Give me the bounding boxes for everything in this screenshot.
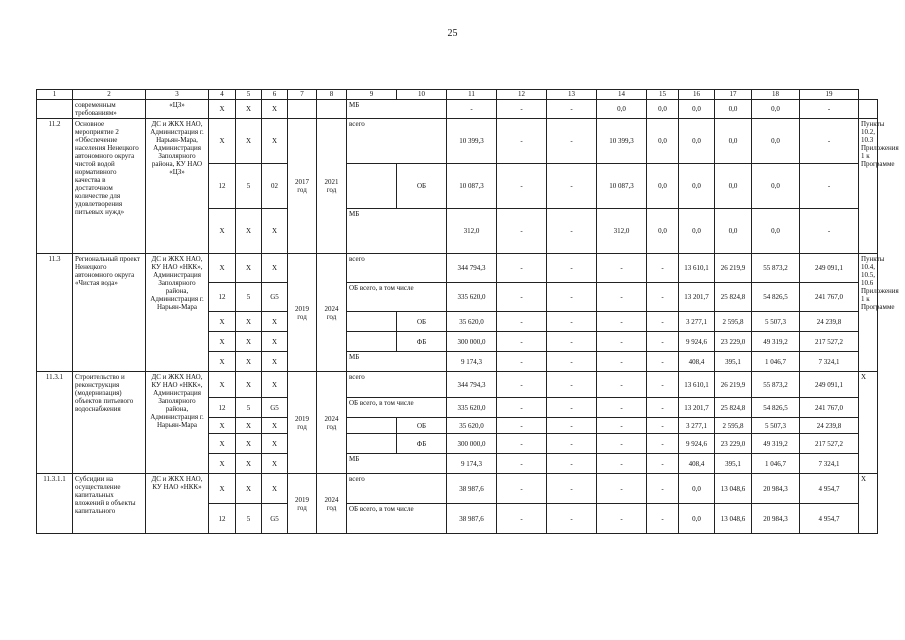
- amount-cell: 249 091,1: [800, 372, 859, 398]
- page-number: 25: [447, 28, 458, 39]
- funding-source: МБ: [347, 454, 447, 474]
- amount-cell: -: [547, 283, 597, 312]
- end-year: 2024 год: [317, 254, 347, 372]
- code-cell: 5: [236, 504, 262, 534]
- amount-cell: 0,0: [715, 119, 752, 164]
- amount-cell: 9 924,6: [679, 434, 715, 454]
- code-cell: G5: [262, 398, 288, 418]
- amount-cell: 300 000,0: [447, 332, 497, 352]
- amount-cell: 3 277,1: [679, 418, 715, 434]
- amount-cell: 35 620,0: [447, 418, 497, 434]
- amount-cell: -: [497, 454, 547, 474]
- code-cell: Х: [236, 100, 262, 119]
- start-year: 2017 год: [288, 119, 317, 254]
- table-row: [37, 254, 878, 283]
- amount-cell: 217 527,2: [800, 332, 859, 352]
- amount-cell: 408,4: [679, 352, 715, 372]
- column-number-header: 8: [317, 90, 347, 100]
- amount-cell: -: [800, 100, 859, 119]
- table-row: [37, 119, 878, 164]
- amount-cell: 335 620,0: [447, 398, 497, 418]
- amount-cell: 0,0: [752, 119, 800, 164]
- code-cell: Х: [262, 474, 288, 504]
- table-row: [37, 100, 878, 119]
- amount-cell: 249 091,1: [800, 254, 859, 283]
- column-number-header: 12: [497, 90, 547, 100]
- amount-cell: 38 987,6: [447, 504, 497, 534]
- funding-source: ОБ всего, в том числе: [347, 504, 447, 534]
- amount-cell: -: [597, 398, 647, 418]
- code-cell: Х: [209, 100, 236, 119]
- amount-cell: -: [547, 209, 597, 254]
- code-cell: Х: [236, 434, 262, 454]
- start-year: 2019 год: [288, 474, 317, 534]
- amount-cell: -: [597, 418, 647, 434]
- amount-cell: 24 239,8: [800, 312, 859, 332]
- start-year: [288, 100, 317, 119]
- item-number: 11.3: [37, 254, 73, 372]
- executor-cell: «ЦЗ»: [146, 100, 209, 119]
- item-number: [37, 100, 73, 119]
- column-number-header: 1: [37, 90, 73, 100]
- amount-cell: 13 610,1: [679, 372, 715, 398]
- code-cell: Х: [209, 474, 236, 504]
- funding-source: всего: [347, 372, 447, 398]
- amount-cell: -: [497, 254, 547, 283]
- amount-cell: -: [597, 474, 647, 504]
- amount-cell: -: [647, 352, 679, 372]
- amount-cell: 3 277,1: [679, 312, 715, 332]
- amount-cell: 5 507,3: [752, 312, 800, 332]
- item-name: Региональный проект Ненецкого автономного округа «Чистая вода»: [73, 254, 146, 372]
- amount-cell: -: [597, 504, 647, 534]
- amount-cell: 35 620,0: [447, 312, 497, 332]
- amount-cell: 0,0: [715, 209, 752, 254]
- amount-cell: -: [547, 332, 597, 352]
- amount-cell: 0,0: [647, 100, 679, 119]
- amount-cell: 0,0: [715, 164, 752, 209]
- amount-cell: -: [497, 398, 547, 418]
- amount-cell: -: [497, 352, 547, 372]
- amount-cell: -: [497, 372, 547, 398]
- amount-cell: 49 319,2: [752, 434, 800, 454]
- table-row: [37, 372, 878, 398]
- amount-cell: 10 087,3: [447, 164, 497, 209]
- code-cell: Х: [262, 372, 288, 398]
- amount-cell: 0,0: [752, 100, 800, 119]
- amount-cell: -: [547, 372, 597, 398]
- amount-cell: 0,0: [647, 209, 679, 254]
- amount-cell: 13 610,1: [679, 254, 715, 283]
- code-cell: Х: [236, 119, 262, 164]
- funding-source: ОБ: [397, 418, 447, 434]
- executor-cell: ДС и ЖКХ НАО, КУ НАО «НКК», Администрация Заполярного района, Администрация г. Нарьян-Мара: [146, 254, 209, 372]
- code-cell: Х: [262, 119, 288, 164]
- item-number: 11.3.1.1: [37, 474, 73, 534]
- amount-cell: -: [547, 254, 597, 283]
- amount-cell: -: [647, 398, 679, 418]
- amount-cell: -: [497, 504, 547, 534]
- code-cell: Х: [236, 332, 262, 352]
- amount-cell: 241 767,0: [800, 283, 859, 312]
- amount-cell: 25 824,8: [715, 283, 752, 312]
- amount-cell: 23 229,0: [715, 332, 752, 352]
- column-number-header: 14: [597, 90, 647, 100]
- column-number-header: 17: [715, 90, 752, 100]
- amount-cell: 26 219,9: [715, 372, 752, 398]
- amount-cell: 55 873,2: [752, 372, 800, 398]
- amount-cell: 7 324,1: [800, 454, 859, 474]
- column-number-header: 3: [146, 90, 209, 100]
- amount-cell: 0,0: [715, 100, 752, 119]
- amount-cell: 4 954,7: [800, 504, 859, 534]
- funding-source: всего: [347, 119, 447, 164]
- amount-cell: -: [497, 164, 547, 209]
- code-cell: Х: [262, 434, 288, 454]
- code-cell: 12: [209, 398, 236, 418]
- amount-cell: 9 174,3: [447, 454, 497, 474]
- funding-source: ОБ всего, в том числе: [347, 283, 447, 312]
- amount-cell: 10 087,3: [597, 164, 647, 209]
- end-year: 2024 год: [317, 372, 347, 474]
- amount-cell: 0,0: [679, 164, 715, 209]
- amount-cell: 13 201,7: [679, 283, 715, 312]
- code-cell: Х: [236, 209, 262, 254]
- table-row: [37, 474, 878, 504]
- end-year: 2024 год: [317, 474, 347, 534]
- amount-cell: 38 987,6: [447, 474, 497, 504]
- column-number-header: 11: [447, 90, 497, 100]
- code-cell: Х: [262, 332, 288, 352]
- code-cell: Х: [262, 454, 288, 474]
- item-number: 11.2: [37, 119, 73, 254]
- amount-cell: -: [547, 474, 597, 504]
- amount-cell: -: [497, 434, 547, 454]
- code-cell: Х: [262, 209, 288, 254]
- amount-cell: 312,0: [597, 209, 647, 254]
- notes-cell: Х: [859, 372, 878, 474]
- amount-cell: -: [547, 119, 597, 164]
- code-cell: Х: [236, 454, 262, 474]
- amount-cell: 0,0: [647, 164, 679, 209]
- source-indent-cell: [347, 418, 397, 434]
- amount-cell: 0,0: [597, 100, 647, 119]
- code-cell: Х: [209, 352, 236, 372]
- amount-cell: 25 824,8: [715, 398, 752, 418]
- amount-cell: -: [547, 504, 597, 534]
- amount-cell: -: [597, 352, 647, 372]
- header-row: [37, 90, 878, 100]
- code-cell: Х: [209, 454, 236, 474]
- code-cell: Х: [262, 100, 288, 119]
- amount-cell: -: [647, 454, 679, 474]
- amount-cell: -: [597, 254, 647, 283]
- amount-cell: -: [547, 434, 597, 454]
- code-cell: Х: [236, 418, 262, 434]
- amount-cell: -: [547, 100, 597, 119]
- end-year: [317, 100, 347, 119]
- code-cell: 12: [209, 283, 236, 312]
- amount-cell: 0,0: [647, 119, 679, 164]
- amount-cell: -: [800, 119, 859, 164]
- amount-cell: 20 984,3: [752, 474, 800, 504]
- amount-cell: 24 239,8: [800, 418, 859, 434]
- amount-cell: 4 954,7: [800, 474, 859, 504]
- amount-cell: 23 229,0: [715, 434, 752, 454]
- amount-cell: 20 984,3: [752, 504, 800, 534]
- amount-cell: -: [497, 312, 547, 332]
- funding-source: всего: [347, 474, 447, 504]
- amount-cell: -: [597, 434, 647, 454]
- amount-cell: 241 767,0: [800, 398, 859, 418]
- amount-cell: 2 595,8: [715, 312, 752, 332]
- amount-cell: 0,0: [679, 209, 715, 254]
- item-number: 11.3.1: [37, 372, 73, 474]
- item-name: Строительство и реконструкция (модернизация) объектов питьевого водоснабжения: [73, 372, 146, 474]
- amount-cell: 300 000,0: [447, 434, 497, 454]
- code-cell: Х: [209, 209, 236, 254]
- amount-cell: 5 507,3: [752, 418, 800, 434]
- notes-cell: Х: [859, 474, 878, 534]
- funding-source: ФБ: [397, 434, 447, 454]
- amount-cell: 26 219,9: [715, 254, 752, 283]
- amount-cell: -: [547, 398, 597, 418]
- amount-cell: 0,0: [679, 100, 715, 119]
- amount-cell: -: [497, 474, 547, 504]
- column-number-header: 2: [73, 90, 146, 100]
- code-cell: Х: [209, 434, 236, 454]
- notes-cell: Пункты 10.4, 10.5, 10.6 Приложения 1 к Программе: [859, 254, 878, 372]
- notes-cell: [859, 100, 878, 119]
- amount-cell: 2 595,8: [715, 418, 752, 434]
- column-number-header: 4: [209, 90, 236, 100]
- amount-cell: -: [547, 352, 597, 372]
- code-cell: G5: [262, 504, 288, 534]
- amount-cell: -: [497, 119, 547, 164]
- amount-cell: 0,0: [679, 119, 715, 164]
- amount-cell: -: [597, 312, 647, 332]
- amount-cell: -: [497, 283, 547, 312]
- code-cell: Х: [209, 119, 236, 164]
- funding-source: МБ: [347, 209, 447, 254]
- amount-cell: -: [547, 418, 597, 434]
- code-cell: Х: [262, 254, 288, 283]
- amount-cell: 0,0: [679, 474, 715, 504]
- code-cell: Х: [209, 332, 236, 352]
- amount-cell: 344 794,3: [447, 372, 497, 398]
- item-name: Основное мероприятие 2 «Обеспечение населения Ненецкого автономного округа чистой водой нормативного качества в достаточном количестве для удовлетворения питьевых нужд»: [73, 119, 146, 254]
- source-indent-cell: [347, 312, 397, 332]
- code-cell: 5: [236, 398, 262, 418]
- amount-cell: 408,4: [679, 454, 715, 474]
- funding-source: ОБ: [397, 164, 447, 209]
- code-cell: Х: [209, 418, 236, 434]
- amount-cell: -: [597, 454, 647, 474]
- amount-cell: 49 319,2: [752, 332, 800, 352]
- code-cell: Х: [209, 372, 236, 398]
- funding-source: всего: [347, 254, 447, 283]
- amount-cell: 54 826,5: [752, 283, 800, 312]
- column-number-header: 9: [347, 90, 397, 100]
- amount-cell: 7 324,1: [800, 352, 859, 372]
- amount-cell: -: [647, 312, 679, 332]
- code-cell: Х: [209, 254, 236, 283]
- amount-cell: -: [647, 372, 679, 398]
- code-cell: Х: [209, 312, 236, 332]
- code-cell: Х: [236, 372, 262, 398]
- amount-cell: -: [800, 164, 859, 209]
- amount-cell: -: [597, 372, 647, 398]
- amount-cell: -: [647, 283, 679, 312]
- executor-cell: ДС и ЖКХ НАО, КУ НАО «НКК», Администрация Заполярного района, Администрация г. Нарьян-Мара: [146, 372, 209, 474]
- amount-cell: 0,0: [752, 164, 800, 209]
- item-name: современным требованиям»: [73, 100, 146, 119]
- column-number-header: 10: [397, 90, 447, 100]
- source-indent-cell: [347, 434, 397, 454]
- amount-cell: -: [647, 434, 679, 454]
- amount-cell: -: [497, 418, 547, 434]
- funding-source: ОБ: [397, 312, 447, 332]
- amount-cell: -: [547, 312, 597, 332]
- end-year: 2021 год: [317, 119, 347, 254]
- code-cell: Х: [236, 254, 262, 283]
- amount-cell: 0,0: [752, 209, 800, 254]
- code-cell: 5: [236, 283, 262, 312]
- amount-cell: -: [647, 332, 679, 352]
- code-cell: 5: [236, 164, 262, 209]
- amount-cell: 1 046,7: [752, 454, 800, 474]
- amount-cell: 395,1: [715, 454, 752, 474]
- amount-cell: -: [597, 283, 647, 312]
- code-cell: 02: [262, 164, 288, 209]
- start-year: 2019 год: [288, 372, 317, 474]
- amount-cell: 54 826,5: [752, 398, 800, 418]
- amount-cell: 312,0: [447, 209, 497, 254]
- code-cell: G5: [262, 283, 288, 312]
- amount-cell: 13 048,6: [715, 504, 752, 534]
- amount-cell: -: [647, 418, 679, 434]
- amount-cell: -: [800, 209, 859, 254]
- code-cell: Х: [236, 474, 262, 504]
- amount-cell: 217 527,2: [800, 434, 859, 454]
- amount-cell: -: [597, 332, 647, 352]
- code-cell: 12: [209, 164, 236, 209]
- code-cell: Х: [236, 352, 262, 372]
- amount-cell: 9 924,6: [679, 332, 715, 352]
- column-number-header: 13: [547, 90, 597, 100]
- column-number-header: 5: [236, 90, 262, 100]
- column-number-header: 18: [752, 90, 800, 100]
- start-year: 2019 год: [288, 254, 317, 372]
- column-number-header: 19: [800, 90, 859, 100]
- amount-cell: -: [647, 504, 679, 534]
- amount-cell: 9 174,3: [447, 352, 497, 372]
- amount-cell: -: [547, 454, 597, 474]
- amount-cell: -: [647, 474, 679, 504]
- funding-source: МБ: [347, 100, 447, 119]
- amount-cell: 344 794,3: [447, 254, 497, 283]
- source-indent-cell: [347, 164, 397, 209]
- amount-cell: 10 399,3: [447, 119, 497, 164]
- amount-cell: -: [497, 209, 547, 254]
- column-number-header: 16: [679, 90, 715, 100]
- column-number-header: 7: [288, 90, 317, 100]
- notes-cell: Пункты 10.2, 10.3 Приложения 1 к Программе: [859, 119, 878, 254]
- code-cell: Х: [262, 418, 288, 434]
- executor-cell: ДС и ЖКХ НАО, Администрация г. Нарьян-Мара, Администрация Заполярного района, КУ НАО «ЦЗ»: [146, 119, 209, 254]
- code-cell: Х: [262, 312, 288, 332]
- executor-cell: ДС и ЖКХ НАО, КУ НАО «НКК»: [146, 474, 209, 534]
- amount-cell: 335 620,0: [447, 283, 497, 312]
- amount-cell: 0,0: [679, 504, 715, 534]
- amount-cell: 55 873,2: [752, 254, 800, 283]
- source-indent-cell: [347, 332, 397, 352]
- item-name: Субсидии на осуществление капитальных вложений в объекты капитального: [73, 474, 146, 534]
- amount-cell: -: [547, 164, 597, 209]
- amount-cell: -: [497, 100, 547, 119]
- amount-cell: 13 048,6: [715, 474, 752, 504]
- amount-cell: 10 399,3: [597, 119, 647, 164]
- funding-source: МБ: [347, 352, 447, 372]
- funding-source: ОБ всего, в том числе: [347, 398, 447, 418]
- code-cell: Х: [236, 312, 262, 332]
- amount-cell: -: [447, 100, 497, 119]
- budget-table: [36, 89, 899, 534]
- amount-cell: -: [647, 254, 679, 283]
- amount-cell: -: [497, 332, 547, 352]
- amount-cell: 395,1: [715, 352, 752, 372]
- funding-source: ФБ: [397, 332, 447, 352]
- code-cell: Х: [262, 352, 288, 372]
- code-cell: 12: [209, 504, 236, 534]
- column-number-header: 15: [647, 90, 679, 100]
- amount-cell: 13 201,7: [679, 398, 715, 418]
- column-number-header: 6: [262, 90, 288, 100]
- amount-cell: 1 046,7: [752, 352, 800, 372]
